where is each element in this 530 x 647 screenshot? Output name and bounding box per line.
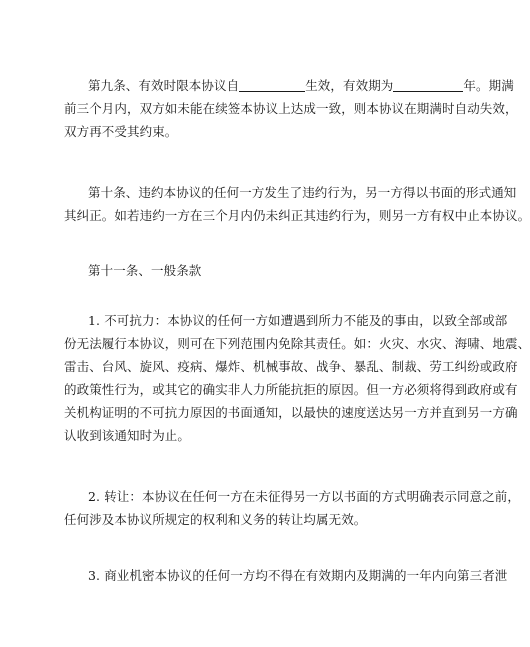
article-9-text-c: 年。期满 [463, 78, 514, 93]
article-9-line-3: 双方再不受其约束。 [64, 124, 178, 139]
article-9-line-2: 前三个月内，双方如未能在续签本协议上达成一致，则本协议在期满时自动失效， [64, 101, 518, 116]
article-10-line-1: 第十条、违约本协议的任何一方发生了违约行为，另一方得以书面的形式通知 [88, 185, 517, 200]
item-2-line-2: 任何涉及本协议所规定的权利和义务的转让均属无效。 [64, 512, 367, 527]
article-11-item-2 [64, 485, 521, 531]
article-10-line-2: 其纠正。如若违约一方在三个月内仍未纠正其违约行为，则另一方有权中止本协议。 [64, 208, 530, 223]
article-9-text-a: 第九条、有效时限本协议自 [88, 78, 240, 93]
item-1-line-6: 认收到该通知时为止。 [64, 428, 191, 443]
item-1-line-1: 1. 不可抗力：本协议的任何一方如遭遇到所力不能及的事由，以致全部或部 [88, 313, 508, 328]
article-9-text-b: 生效，有效期为 [305, 78, 394, 93]
item-1-line-4: 的政策性行为，或其它的确实非人力所能抗拒的原因。但一方必须将得到政府或有 [64, 382, 518, 397]
item-2-line-1: 2. 转让：本协议在任何一方在未征得另一方以书面的方式明确表示同意之前， [88, 489, 521, 504]
article-9-line-1 [64, 74, 514, 97]
article-11-item-1 [64, 309, 530, 447]
article-11-heading: 第十一条、一般条款 [88, 263, 202, 278]
item-1-line-3: 雷击、台风、旋风、疫病、爆炸、机械事故、战争、暴乱、制裁、劳工纠纷或政府 [64, 359, 518, 374]
article-10 [64, 181, 530, 227]
article-11-item-3 [64, 564, 508, 587]
item-3-line-1: 3. 商业机密本协议的任何一方均不得在有效期内及期满的一年内向第三者泄 [88, 568, 508, 583]
item-1-line-2: 份无法履行本协议，则可在下列范围内免除其责任。如：火灾、水灾、海啸、地震、 [64, 336, 530, 351]
term-years-blank [393, 77, 463, 92]
start-date-blank [239, 77, 305, 92]
article-11 [64, 259, 436, 282]
item-1-line-5: 关机构证明的不可抗力原因的书面通知，以最快的速度送达另一方并直到另一方确 [64, 405, 518, 420]
article-9 [64, 74, 518, 143]
